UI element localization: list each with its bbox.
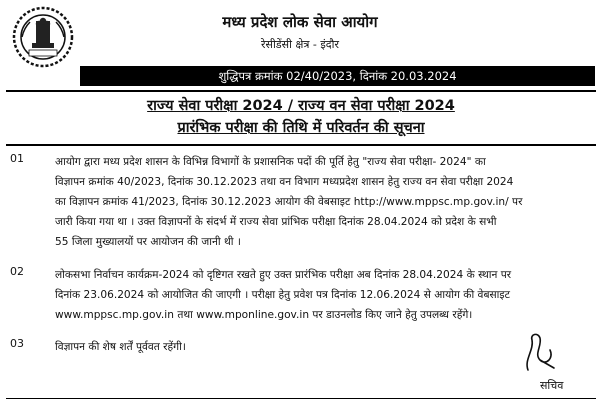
signatory-designation: सचिव	[540, 379, 564, 392]
point-line: दिनांक 23.06.2024 को आयोजित की जाएगी । परीक्षा हेतु प्रवेश पत्र दिनांक 12.06.2024 से आयोग की वेबसाइट	[55, 289, 510, 301]
heading-line-1: राज्य सेवा परीक्षा 2024 / राज्य वन सेवा परीक्षा 2024	[147, 98, 455, 114]
point-line: आयोग द्वारा मध्य प्रदेश शासन के विभिन्न विभागों के प्रशासनिक पदों की पूर्ति हेतु "राज्य सेवा परीक्षा- 2024" का	[55, 156, 486, 168]
signature-icon	[520, 330, 560, 374]
org-subtitle: रेसीडेंसी क्षेत्र - इंदौर	[261, 38, 339, 51]
corrigendum-text: शुद्धिपत्र क्रमांक 02/40/2023, दिनांक 20.03.2024	[218, 68, 457, 83]
point-line: लोकसभा निर्वाचन कार्यक्रम-2024 को दृष्टिगत रखते हुए उक्त प्रारंभिक परीक्षा अब दिनांक 28.04.2024 के स्थान पर	[55, 269, 512, 281]
point-number: 03	[10, 337, 24, 350]
point-line: विज्ञापन की शेष शर्तें पूर्ववत रहेंगी।	[55, 341, 186, 353]
point-line: जारी किया गया था । उक्त विज्ञापनों के संदर्भ में राज्य सेवा प्रांभिक परीक्षा दिनांक 28.04.2024 को प्रदेश के सभी	[55, 216, 497, 228]
point-line: 55 जिला मुख्यालयों पर आयोजन की जानी थी ।	[55, 236, 241, 248]
notice-heading	[6, 90, 596, 146]
point-body	[55, 152, 585, 252]
corrigendum-bar	[80, 66, 595, 86]
point-line: का विज्ञापन क्रमांक 41/2023, दिनांक 30.12.2023 आयोग की वेबसाइट http://www.mppsc.mp.gov.in/ पर	[55, 196, 523, 208]
point-number: 02	[10, 265, 24, 278]
point-line: www.mppsc.mp.gov.in तथा www.mponline.gov.in पर डाउनलोड किए जाने हेतु उपलब्ध रहेंगे।	[55, 309, 473, 321]
point-body	[55, 265, 585, 325]
point-number: 01	[10, 152, 24, 165]
point-body	[55, 337, 585, 357]
heading-line-2: प्रारंभिक परीक्षा की तिथि में परिवर्तन की सूचना	[177, 120, 425, 136]
point-line: विज्ञापन क्रमांक 40/2023, दिनांक 30.12.2023 तथा वन विभाग मध्यप्रदेश शासन हेतु राज्य वन सेवा परीक्षा 2024	[55, 176, 514, 188]
org-title: मध्य प्रदेश लोक सेवा आयोग	[222, 13, 378, 31]
bottom-divider	[6, 398, 596, 399]
